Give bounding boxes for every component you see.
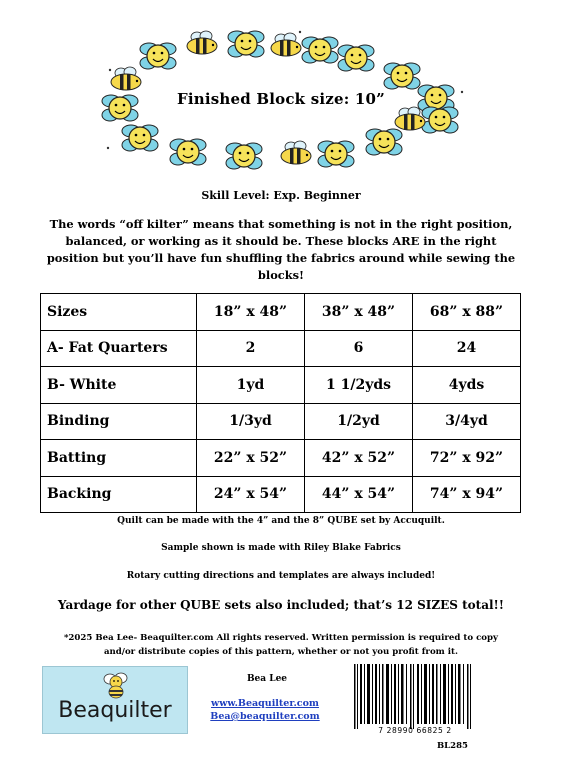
table-cell: 2 bbox=[197, 330, 305, 367]
table-cell: 44” x 54” bbox=[305, 476, 413, 513]
pattern-description: The words “off kilter” means that something is not in the right position, balanced, or working as it should be. These blocks ARE in the right position but you’ll have fun shuffling the fabrics around while sewing the blocks! bbox=[46, 217, 516, 282]
table-row bbox=[41, 403, 521, 440]
table-cell: 42” x 52” bbox=[305, 440, 413, 477]
table-row bbox=[41, 476, 521, 513]
row-label: B- White bbox=[41, 367, 197, 404]
row-label: Backing bbox=[41, 476, 197, 513]
table-cell: 74” x 94” bbox=[413, 476, 521, 513]
table-cell: 6 bbox=[305, 330, 413, 367]
table-row bbox=[41, 330, 521, 367]
table-cell: 1yd bbox=[197, 367, 305, 404]
qube-note: Quilt can be made with the 4” and the 8” QUBE set by Accuquilt. bbox=[117, 516, 445, 526]
table-cell: 24 bbox=[413, 330, 521, 367]
quilt-sizes-table bbox=[40, 293, 521, 513]
copyright-notice: *2025 Bea Lee- Beaquilter.com All rights reserved. Written permission is required to copy and/or distribute copies of this pattern, whether or not you profit from it. bbox=[63, 633, 499, 657]
table-row bbox=[41, 440, 521, 477]
skill-level: Skill Level: Exp. Beginner bbox=[201, 189, 361, 202]
table-cell: 68” x 88” bbox=[413, 294, 521, 331]
pattern-code: BL285 bbox=[437, 741, 468, 751]
email-link[interactable]: Bea@beaquilter.com bbox=[210, 711, 320, 722]
table-cell: 24” x 54” bbox=[197, 476, 305, 513]
row-label: Sizes bbox=[41, 294, 197, 331]
table-cell: 3/4yd bbox=[413, 403, 521, 440]
bee-icon bbox=[101, 671, 131, 699]
table-cell: 22” x 52” bbox=[197, 440, 305, 477]
table-cell: 1/2yd bbox=[305, 403, 413, 440]
barcode-digits: 7 28990 66825 2 bbox=[378, 726, 452, 735]
rotary-note: Rotary cutting directions and templates are always included! bbox=[126, 571, 436, 581]
logo-text: Beaquilter bbox=[58, 698, 172, 723]
table-cell: 1/3yd bbox=[197, 403, 305, 440]
table-cell: 1 1/2yds bbox=[305, 367, 413, 404]
website-link[interactable]: www.Beaquilter.com bbox=[211, 698, 319, 709]
table-cell: 38” x 48” bbox=[305, 294, 413, 331]
table-cell: 72” x 92” bbox=[413, 440, 521, 477]
yardage-note: Yardage for other QUBE sets also included; that’s 12 SIZES total!! bbox=[57, 598, 505, 612]
table-cell: 18” x 48” bbox=[197, 294, 305, 331]
sample-note: Sample shown is made with Riley Blake Fabrics bbox=[161, 543, 401, 553]
finished-block-size-title: Finished Block size: 10” bbox=[177, 90, 385, 108]
author-name: Bea Lee bbox=[246, 674, 288, 684]
row-label: Batting bbox=[41, 440, 197, 477]
table-row bbox=[41, 294, 521, 331]
beaquilter-logo bbox=[42, 666, 188, 734]
barcode bbox=[350, 664, 480, 729]
row-label: A- Fat Quarters bbox=[41, 330, 197, 367]
table-cell: 4yds bbox=[413, 367, 521, 404]
row-label: Binding bbox=[41, 403, 197, 440]
table-row bbox=[41, 367, 521, 404]
